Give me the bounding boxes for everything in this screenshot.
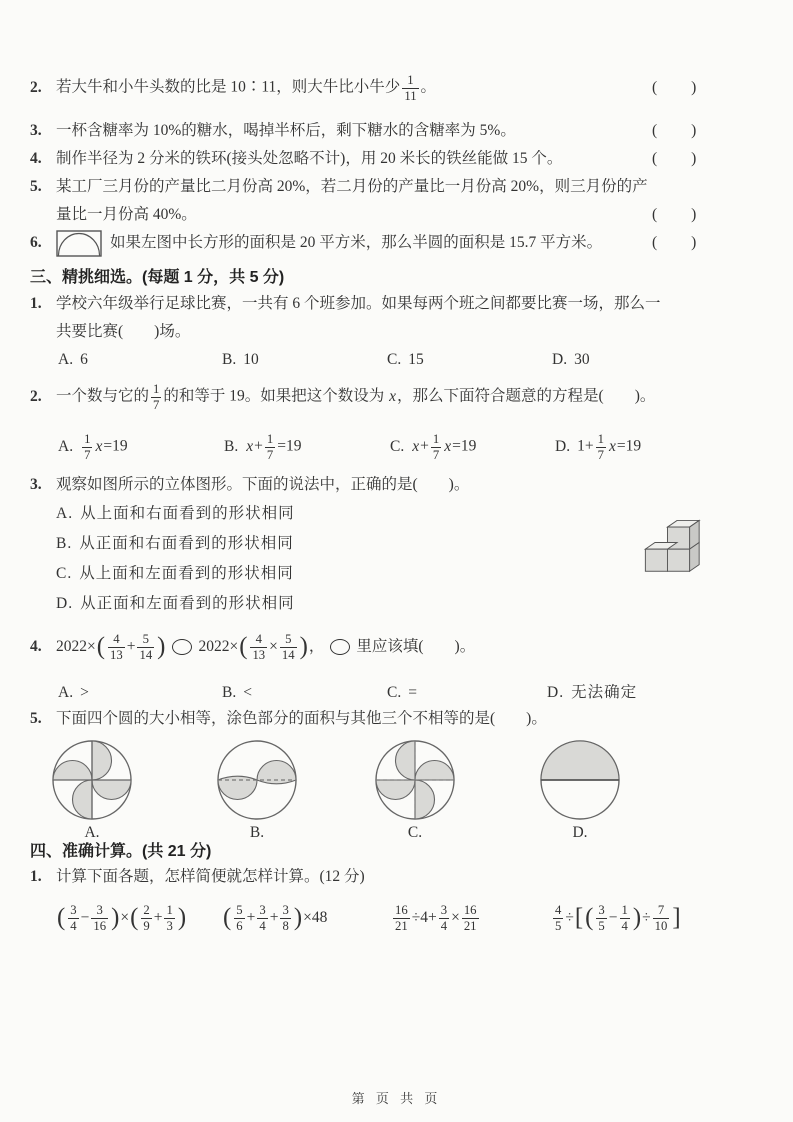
question-text: 一个数与它的 $\frac{1}{7}$ 的和等于 19。如果把这个数设为 x，那么下面符合题意的方程是( )。: [56, 382, 656, 412]
question-text: 2022× ( $\frac{4}{13}$ + $\frac{5}{14}$ ) 2022× ( $\frac{4}{13}$ × $\frac{5}{14}$ ) ， 里应该填( )。: [56, 632, 476, 662]
calc-q1-instruction: [30, 866, 760, 888]
option-c: C. x+ $\frac{1}{7}$ x=19: [390, 432, 477, 462]
question-number: 1.: [30, 867, 42, 885]
option-a: A. 6: [58, 350, 88, 368]
question-text: 如果左图中长方形的面积是 20 平方米，那么半圆的面积是 15.7 平方米。: [110, 233, 603, 251]
circle-figure-a-pinwheel: [50, 738, 134, 842]
question-number: 2.: [30, 78, 42, 96]
answer-bracket: ( ): [652, 205, 698, 223]
judge-q4: [30, 148, 760, 170]
question-text: 学校六年级举行足球比赛，一共有 6 个班参加。如果每两个班之间都要比赛一场，那么一: [56, 294, 661, 312]
question-text: 一杯含糖率为 10%的糖水，喝掉半杯后，剩下糖水的含糖率为 5%。: [56, 121, 516, 139]
judge-q5-line2: [30, 204, 760, 226]
mc-q2-options: [30, 424, 760, 470]
expression-3: $\frac{16}{21}$ ÷4+ $\frac{3}{4}$ × $\frac{16}{21}$: [395, 903, 477, 933]
expression-1: ( $\frac{3}{4}$ − $\frac{3}{16}$ ) × ( $\frac{2}{9}$ + $\frac{1}{3}$ ): [57, 903, 187, 933]
expression-2: ( $\frac{5}{6}$ + $\frac{3}{4}$ + $\frac{3}{8}$ ) ×48: [223, 903, 328, 933]
mc-q4-stem: [30, 624, 760, 670]
calc-expressions: [30, 892, 760, 944]
mc-q3-stem: [30, 474, 760, 496]
mc-q4-options: [30, 682, 760, 704]
question-text: 制作半径为 2 分米的铁环(接头处忽略不计)，用 20 米长的铁丝能做 15 个。: [56, 149, 563, 167]
mc-q1-line1: [30, 293, 760, 315]
question-number: 1.: [30, 294, 42, 312]
question-number: 3.: [30, 475, 42, 493]
mc-q1-line2: [30, 321, 760, 343]
answer-bracket: ( ): [652, 121, 698, 139]
answer-bracket: ( ): [652, 233, 698, 251]
question-text: 某工厂三月份的产量比二月份高 20%，若二月份的产量比一月份高 20%，则三月份的产: [56, 177, 648, 195]
circle-figure-d-half: [538, 738, 622, 842]
option-a: A. >: [58, 683, 89, 701]
option-c: C. 15: [387, 350, 424, 368]
cube-stack-figure: [638, 500, 708, 588]
option-a: A. $\frac{1}{7}$ x=19: [58, 432, 128, 462]
judge-q2: [30, 64, 760, 112]
question-number: 5.: [30, 177, 42, 195]
answer-bracket: ( ): [652, 78, 698, 96]
question-text: 量比一月份高 40%。: [56, 205, 197, 223]
page-footer: 第 页 共 页: [351, 1091, 442, 1106]
mc-q3-option-a: A. 从上面和右面看到的形状相同: [56, 504, 295, 522]
judge-q5-line1: [30, 176, 760, 198]
figure-label: B.: [249, 824, 265, 841]
figure-label: C.: [407, 824, 423, 841]
option-d: D. 30: [552, 350, 590, 368]
question-text: 下面四个圆的大小相等，涂色部分的面积与其他三个不相等的是( )。: [56, 709, 547, 727]
mc-q2-stem: [30, 376, 760, 418]
question-text: 共要比赛( )场。: [56, 322, 191, 340]
question-text: 观察如图所示的立体图形。下面的说法中，正确的是( )。: [56, 475, 470, 493]
expression-4: $\frac{4}{5}$ ÷ [ ( $\frac{3}{5}$ − $\frac{1}{4}$ ) ÷ $\frac{7}{10}$ ]: [555, 903, 681, 933]
question-number: 5.: [30, 709, 42, 727]
judge-q3: [30, 120, 760, 142]
section-3-heading: 三、精挑细选。(每题 1 分，共 5 分): [30, 269, 285, 286]
option-b: B. x+ $\frac{1}{7}$ =19: [224, 432, 302, 462]
circle-figure-c-pinwheel-dashed: [373, 738, 457, 842]
option-b: B. <: [222, 683, 252, 701]
option-b: B. 10: [222, 350, 259, 368]
judge-q6: [30, 226, 760, 260]
option-d: D. 无法确定: [547, 683, 638, 701]
question-text: 若大牛和小牛头数的比是 10∶11，则大牛比小牛少 $\frac{1}{11}$ 。: [56, 73, 437, 103]
question-number: 4.: [30, 637, 42, 655]
question-number: 3.: [30, 121, 42, 139]
mc-q5-stem: [30, 708, 760, 730]
figure-label: A.: [84, 824, 100, 841]
mc-q3-option-b: B. 从正面和右面看到的形状相同: [56, 534, 294, 552]
circle-figure-b-s-band: [215, 738, 299, 842]
answer-bracket: ( ): [652, 149, 698, 167]
option-d: D. 1+ $\frac{1}{7}$ x=19: [555, 432, 642, 462]
mc-q3-option-c: C. 从上面和左面看到的形状相同: [56, 564, 294, 582]
semicircle-in-rectangle-figure: [56, 230, 102, 257]
question-number: 4.: [30, 149, 42, 167]
section-4-heading: 四、准确计算。(共 21 分): [30, 843, 212, 860]
instruction-text: 计算下面各题，怎样简便就怎样计算。(12 分): [56, 867, 365, 885]
option-c: C. =: [387, 683, 417, 701]
figure-label: D.: [572, 824, 588, 841]
question-number: 2.: [30, 387, 42, 405]
question-number: 6.: [30, 233, 42, 251]
mc-q1-options: [30, 349, 760, 371]
mc-q3-option-d: D. 从正面和左面看到的形状相同: [56, 594, 295, 612]
